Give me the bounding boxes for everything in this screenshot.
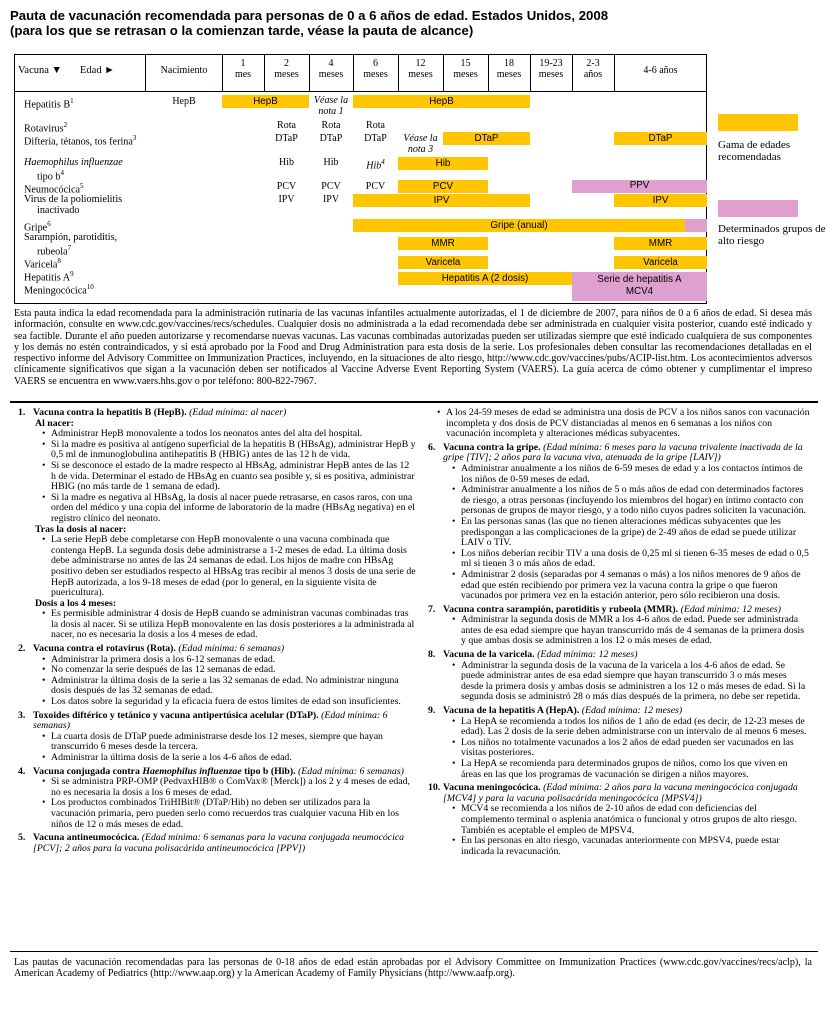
note-title: Vacuna contra sarampión, parotiditis y rubeola (MMR). [443, 603, 679, 615]
cell-hib-2: Hib [279, 157, 294, 168]
header-age-birth [146, 65, 222, 76]
vaccine-name: Hepatitis A [24, 272, 71, 284]
section-rule [10, 401, 818, 403]
footer-text: Las pautas de vacunación recomendadas para las personas de 0-18 años de edad están aprobadas por el Advisory Committee on Immunization Practices (www.cdc.gov/vaccines/recs/aclp), la American Academy of Pediatrics (http://www.aap.org) y la American Academy of Family Physicians (http://www.aafp.org). [14, 957, 812, 980]
note-title: Toxoides diftérico y tetánico y vacuna antipertúsica acelular (DTaP). [33, 709, 319, 721]
bar-dtap-4-6: DTaP [614, 132, 707, 145]
note-ref: 4 [381, 158, 385, 166]
legend-label-pink: Determinados grupos de alto riesgo [718, 223, 826, 247]
vaccine-name: Meningocócica [24, 285, 87, 297]
note-5 [18, 833, 416, 854]
note-bullet: • Los niños no totalmente vacunados a los 2 años de edad pueden ser vacunados en las visitas posteriores. [443, 738, 810, 759]
note-bullet: • Los datos sobre la seguridad y la eficacia fuera de estos límites de edad son insuficientes. [33, 697, 416, 708]
age-bottom: meses [538, 69, 564, 80]
note-text: nota 3 [407, 144, 434, 155]
vaccine-name: Difteria, tétanos, tos ferina [24, 136, 133, 148]
title-line-1: Pauta de vacunación recomendada para personas de 0 a 6 años de edad. Estados Unidos, 2008 [10, 8, 609, 23]
cell-text: Hib [366, 160, 382, 172]
vaccine-name: Rotavirus [24, 123, 64, 135]
notes-left-column [18, 408, 416, 857]
cell-rota-4: Rota [321, 120, 341, 131]
bar-var-12-15: Varicela [398, 256, 488, 269]
note-min-age: (Edad mínima: al nacer) [189, 407, 287, 418]
cell-dtap-4: DTaP [319, 133, 343, 144]
age-top: 1 [240, 58, 246, 69]
note-ref: 2 [63, 121, 68, 129]
vaccine-mening [24, 282, 94, 296]
header-age-2-3 [572, 58, 614, 80]
note-min-age: (Edad mínima: 2 años para la vacuna meningocócica conjugada [MCV4] y para la vacuna polisacárida meningocócica [MPSV4]) [443, 782, 798, 804]
note-bullet: • Si la madre es negativa al HBsAg, la dosis al nacer puede retrasarse, en casos raros, con una orden del médico y una copia del informe de laboratorio de la madre (HBsAg negativa) en el registro clínico del neonato. [33, 493, 416, 525]
note-number: 1. [18, 407, 26, 418]
cell-hepb-birth: HepB [172, 96, 196, 107]
note-bullet: • Los productos combinados TriHIBit® (DTaP/Hib) no deben ser utilizados para la vacunación primaria, pero pueden serlo como recuerdos tras cualquier vacuna Hib en los niños de 12 o más meses de edad. [33, 798, 416, 830]
note-4 [18, 767, 416, 831]
note-subhead: Al nacer: [35, 417, 74, 429]
note-number: 9. [428, 705, 436, 717]
note-number: 10. [428, 782, 441, 794]
intro-paragraph: Esta pauta indica la edad recomendada para la administración rutinaria de las vacunas infantiles actualmente autorizadas, el 1 de diciembre de 2007, para niños de 0 a 6 años de edad. Si desea más información, consulte en www.cdc.gov/vaccines/recs/schedules. Cualquier dosis no administrada a la edad recomendada debe ser administrada en cualquier visita posterior, cuando esté indicado y sea factible. Durante el año pueden autorizarse y recomendarse nuevas vacunas. Las vacunas combinadas autorizadas pueden ser utilizadas siempre que esté indicado cualquiera de sus componentes y los demás no estén contraindicados, y si está aprobado por la Food and Drug Administration para esta dosis de la serie. Los profesionales deben consultar las recomendaciones detalladas en el respectivo informe del Advisory Committee on Immunization Practices, incluyendo, en la situaciones de alto riesgo, http://www.cdc.gov/vaccines/pubs/ACIP-list.htm. Los acontecimientos adversos clínicamente significativos que sigan a la vacunación deben ser notificados al Vaccine Adverse Event Reporting System (VAERS). La guía acerca de cómo obtener y cumplimentar el impreso VAERS se encuentra en www.vaers.hhs.gov o por teléfono: 800-822-7967. [14, 308, 812, 387]
legend-label-yellow: Gama de edades recomendadas [718, 139, 791, 163]
age-bottom: meses [453, 69, 478, 80]
age-top: 6 [373, 58, 378, 69]
bar-hepa-mening-risk [572, 272, 707, 301]
note-bullet: • Administrar HepB monovalente a todos los neonatos antes del alta del hospital. [33, 429, 416, 440]
bar-pcv-12-15: PCV [398, 180, 488, 193]
vaccine-hib [24, 157, 123, 182]
vaccine-hepb [24, 96, 74, 110]
vaccine-name: Gripe [24, 222, 48, 234]
note-ref: 8 [57, 257, 61, 265]
note-bullet: • A los 24-59 meses de edad se administra una dosis de PCV a los niños sanos con vacunación incompleta y dos dosis de PCV distanciadas al menos en 6 semanas a los niños con vacunación incompleta y alteraciones médicas subyacentes. [428, 408, 810, 440]
bar-ipv-4-6: IPV [614, 194, 707, 207]
note-number: 3. [18, 709, 26, 721]
note-bullet: • Los niños deberían recibir TIV a una dosis de 0,25 ml si tienen 6-35 meses de edad o 0,5 ml si tienen 3 o más años de edad. [443, 549, 810, 570]
cell-pcv-4: PCV [321, 181, 341, 192]
note-bullet: • Administrar la segunda dosis de la vacuna de la varicela a los 4-6 años de edad. Se puede administrar antes de esa edad siempre que hayan transcurrido 3 o más meses desde la primera dosis y ambas dosis se administren a los 12 o más meses de edad. Si la segunda dosis se administró 28 o más días después de la primera, no debe ser repetida. [443, 661, 810, 703]
note-bullet: • Si se administra PRP-OMP (PedvaxHIB® o ComVax® [Merck]) a los 2 y 4 meses de edad, no es necesaria la dosis a los 6 meses de edad. [33, 777, 416, 798]
bar-hepb-1-2: HepB [222, 95, 309, 108]
vaccine-name-2: tipo b [37, 171, 61, 183]
note-bullet: • Administrar la segunda dosis de MMR a los 4-6 años de edad. Puede ser administrada antes de esa edad siempre que hayan transcurrido más de 4 semanas de la primera dosis y que ambas dosis se administren a los 12 o más meses de edad. [443, 615, 810, 647]
legend-swatch-yellow [718, 114, 798, 131]
note-text: Véase la [403, 133, 438, 144]
vaccine-name: Virus de la poliomielitis [24, 194, 123, 205]
header-age-12 [398, 58, 443, 80]
header-age-6 [353, 58, 398, 80]
header-age-4-6 [614, 65, 707, 76]
cell-hib-6 [353, 157, 398, 171]
note-subhead: Dosis a los 4 meses: [35, 597, 117, 609]
bar-ipv-6-18: IPV [353, 194, 530, 207]
notes-right-column [428, 408, 810, 860]
note-text: Véase la [313, 95, 349, 106]
note-min-age: (Edad mínima: 6 semanas) [33, 709, 388, 732]
note-number: 2. [18, 643, 26, 655]
age-top: 4-6 años [643, 65, 678, 76]
header-age-4 [309, 58, 353, 80]
note-7 [428, 605, 810, 647]
note-bullet: • En las personas sanas (las que no tienen alteraciones médicas subyacentes que les predispongan a las complicaciones de la gripe) de 2-49 años de edad se puede utilizar LAIV o TIV. [443, 517, 810, 549]
note-bullet: • Si se desconoce el estado de la madre respecto al HBsAg, administrar HepB antes de las 12 h de vida. Determinar el estado de HBsAg en cuanto sea posible y, si es positiva, administrar HBIG (no más tarde de 1 semana de edad). [33, 461, 416, 493]
note-number: 6. [428, 441, 436, 453]
note-ref: 10 [86, 283, 94, 291]
cell-hepb-note [309, 95, 353, 117]
note-bullet: • Administrar 2 dosis (separadas por 4 semanas o más) a los niños menores de 9 años de edad que estén recibiendo por primera vez la vacuna contra la gripe o que fueron vacunados por primera vez en la estación anterior, pero sólo recibieron una dosis. [443, 570, 810, 602]
table-bottom-rule [14, 303, 707, 304]
note-ref: 6 [47, 220, 51, 228]
cell-rota-6: Rota [366, 120, 385, 131]
note-6 [428, 443, 810, 602]
cell-text: MCV4 [625, 286, 654, 297]
vaccine-mmr [24, 232, 117, 257]
header-age-15 [443, 58, 488, 80]
note-title: Vacuna antineumocócica. [33, 832, 140, 844]
cell-ipv-2: IPV [278, 194, 295, 205]
age-bottom: meses [496, 69, 522, 80]
cell-hib-4: Hib [323, 157, 339, 168]
note-title: Vacuna de la hepatitis A (HepA). [443, 705, 580, 717]
age-bottom: meses [408, 69, 433, 80]
bar-dtap-15-18: DTaP [443, 132, 530, 145]
bar-ppv: PPV [572, 180, 707, 193]
page-title [10, 8, 810, 38]
note-bullet: • MCV4 se recomienda a los niños de 2-10 años de edad con deficiencias del complemento terminal o asplenia anatómica o funcional y otros grupos de alto riesgo. También es aceptable el empleo de MPSV4. [443, 804, 810, 836]
vaccine-name: Varicela [24, 259, 58, 271]
header-edad: Edad ► [80, 65, 115, 76]
note-number: 7. [428, 603, 436, 615]
note-bullet: • En las personas en alto riesgo, vacunadas anteriormente con MPSV4, puede estar indicada la revacunación. [443, 836, 810, 857]
age-top: 12 [415, 58, 426, 69]
note-number: 8. [428, 649, 436, 661]
note-title: Vacuna contra el rotavirus (Rota). [33, 643, 176, 655]
note-min-age: (Edad mínima: 6 semanas para la vacuna conjugada neumocócica [PCV]; 2 años para la vacuna polisacárida antineumocócica [PPV]) [33, 832, 405, 854]
note-number: 4. [18, 765, 26, 777]
vaccine-name: Hepatitis B [24, 99, 71, 111]
cell-dtap-note [398, 133, 443, 155]
bar-hib-12-15: Hib [398, 157, 488, 170]
bar-mmr-12-15: MMR [398, 237, 488, 250]
note-title: Vacuna conjugada contra [33, 765, 143, 777]
note-ref: 7 [67, 244, 72, 252]
note-title-italic: Haemophilus influenzae [142, 765, 242, 777]
title-line-2: (para los que se retrasan o la comienzan tarde, véase la pauta de alcance) [10, 23, 474, 38]
note-bullet: • Administrar la última dosis de la serie a las 32 semanas de edad. No administrar ninguna dosis después de las 32 semanas de edad. [33, 676, 416, 697]
legend-swatch-pink [718, 200, 798, 217]
vaccine-ipv [24, 194, 122, 216]
note-ref: 9 [70, 270, 74, 278]
note-min-age: (Edad mínima: 12 meses) [680, 603, 781, 615]
note-bullet: • Administrar anualmente a los niños de 6-59 meses de edad y a los contactos íntimos de los niños de 0-59 meses de edad. [443, 464, 810, 485]
note-8 [428, 650, 810, 703]
age-bottom: años [583, 69, 603, 80]
header-divider [14, 91, 707, 92]
bar-mmr-4-6: MMR [614, 237, 707, 250]
note-2 [18, 644, 416, 708]
header-age-18 [488, 58, 530, 80]
note-bullet: • No comenzar la serie después de las 12 semanas de edad. [33, 665, 416, 676]
note-ref: 1 [70, 97, 74, 105]
note-title: Vacuna de la varicela. [443, 649, 535, 661]
cell-rota-2: Rota [277, 120, 296, 131]
note-ref: 3 [132, 134, 137, 142]
note-subhead: Tras la dosis al nacer: [35, 523, 127, 535]
footer-rule [10, 951, 818, 952]
note-1 [18, 408, 416, 641]
note-3 [18, 711, 416, 764]
note-min-age: (Edad mínima: 6 meses para la vacuna trivalente inactivada de la gripe [TIV]; 2 años para la vacuna viva, atenuada de la gripe [LAIV]) [443, 441, 803, 464]
vaccine-name-2: rubeola [37, 246, 68, 258]
note-min-age: (Edad mínima: 12 meses) [581, 705, 683, 717]
header-age-2 [264, 58, 309, 80]
age-top: 18 [504, 58, 514, 69]
age-top: Nacimiento [160, 65, 208, 76]
age-bottom: mes [234, 69, 252, 80]
note-bullet: • La HepA se recomienda para determinados grupos de niños, como los que viven en áreas en las que los programas de vacunación se dirigen a niños mayores. [443, 759, 810, 780]
note-title: Vacuna meningocócica. [443, 782, 541, 794]
note-bullet: • La HepA se recomienda a todos los niños de 1 año de edad (es decir, de 12-23 meses de edad). Las 2 dosis de la serie deben administrarse con un intervalo de al menos 6 meses. [443, 717, 810, 738]
cell-pcv-6: PCV [365, 181, 386, 192]
note-number: 5. [18, 832, 26, 844]
note-bullet: • La serie HepB debe completarse con HepB monovalente o una vacuna combinada que contenga HepB. La segunda dosis debe administrarse a 1-2 meses de edad. La última dosis debe administrarse no antes de las 24 semanas de edad. Los hijos de madre con HBsAg positivo deben ser estudiados respecto al HBsAg tras recibir al menos 3 dosis de una serie de HepB autorizada, a los 9-18 meses de edad (por lo general, en la siguiente visita de puericultura). [33, 535, 416, 599]
vaccine-name: Neumocócica [24, 184, 81, 196]
note-10 [428, 783, 810, 857]
note-title: Vacuna contra la hepatitis B (HepB). [33, 407, 187, 418]
age-top: 2 [284, 58, 289, 69]
vaccine-name-2: inactivado [37, 205, 80, 216]
bar-flu-risk [685, 219, 707, 232]
cell-pcv-2: PCV [276, 181, 297, 192]
age-top: 15 [460, 58, 471, 69]
bar-hepa: Hepatitis A (2 dosis) [398, 272, 572, 285]
cell-text: Serie de hepatitis A [597, 274, 682, 285]
note-title: Vacuna contra la gripe. [443, 441, 541, 453]
note-bullet: • La cuarta dosis de DTaP puede administrarse desde los 12 meses, siempre que hayan transcurrido 6 meses desde la tercera. [33, 732, 416, 753]
cell-ipv-4: IPV [322, 194, 340, 205]
age-top: 19-23 [539, 58, 563, 69]
cell-dtap-2: DTaP [275, 133, 298, 144]
age-bottom: meses [318, 69, 344, 80]
age-bottom: meses [363, 69, 388, 80]
header-age-19-23 [530, 58, 572, 80]
note-ref: 5 [80, 182, 84, 190]
note-bullet: • Administrar la última dosis de la serie a los 4-6 años de edad. [33, 753, 416, 764]
header-age-1 [222, 58, 264, 80]
note-title-end: tipo b (Hib). [241, 765, 296, 777]
note-ref: 4 [60, 169, 64, 177]
note-9 [428, 706, 810, 780]
vaccine-dtap [24, 133, 136, 147]
note-min-age: (Edad mínima: 6 semanas) [298, 765, 404, 777]
note-min-age: (Edad mínima: 12 meses) [537, 649, 638, 661]
bar-hepb-6-18: HepB [353, 95, 530, 108]
bar-var-4-6: Varicela [614, 256, 707, 269]
vaccine-name: Haemophilus influenzae [24, 157, 123, 168]
note-bullet: • Es permisible administrar 4 dosis de HepB cuando se administran vacunas combinadas tras la dosis al nacer. Si se utiliza HepB monovalente en las dosis posteriores a la administrada al nacer, no es necesaria la dosis a los 4 meses de edad. [33, 609, 416, 641]
note-bullet: • Administrar anualmente a los niños de 5 o más años de edad con determinados factores de riesgo, a otras personas (incluyendo los miembros del hogar) en íntimo contacto con personas de grupos de mayor riesgo, y a todo niño cuyos padres soliciten la vacunación. [443, 485, 810, 517]
note-min-age: (Edad mínima: 6 semanas) [178, 643, 285, 655]
note-bullet: • Administrar la primera dosis a los 6-12 semanas de edad. [33, 655, 416, 666]
vaccine-name: Sarampión, parotiditis, [24, 232, 118, 243]
header-vacuna: Vacuna ▼ [18, 65, 62, 76]
note-bullet: • Si la madre es positiva al antígeno superficial de la hepatitis B (HBsAg), administrar HepB y 0,5 ml de inmunoglobulina antihepatitis B (HBIG) antes de las 12 h de vida. [33, 440, 416, 461]
cell-dtap-6: DTaP [364, 133, 387, 144]
age-bottom: meses [274, 69, 299, 80]
bar-flu: Gripe (anual) [353, 219, 685, 232]
age-top: 2-3 [586, 58, 600, 69]
note-text: nota 1 [318, 106, 344, 117]
age-top: 4 [328, 58, 334, 69]
